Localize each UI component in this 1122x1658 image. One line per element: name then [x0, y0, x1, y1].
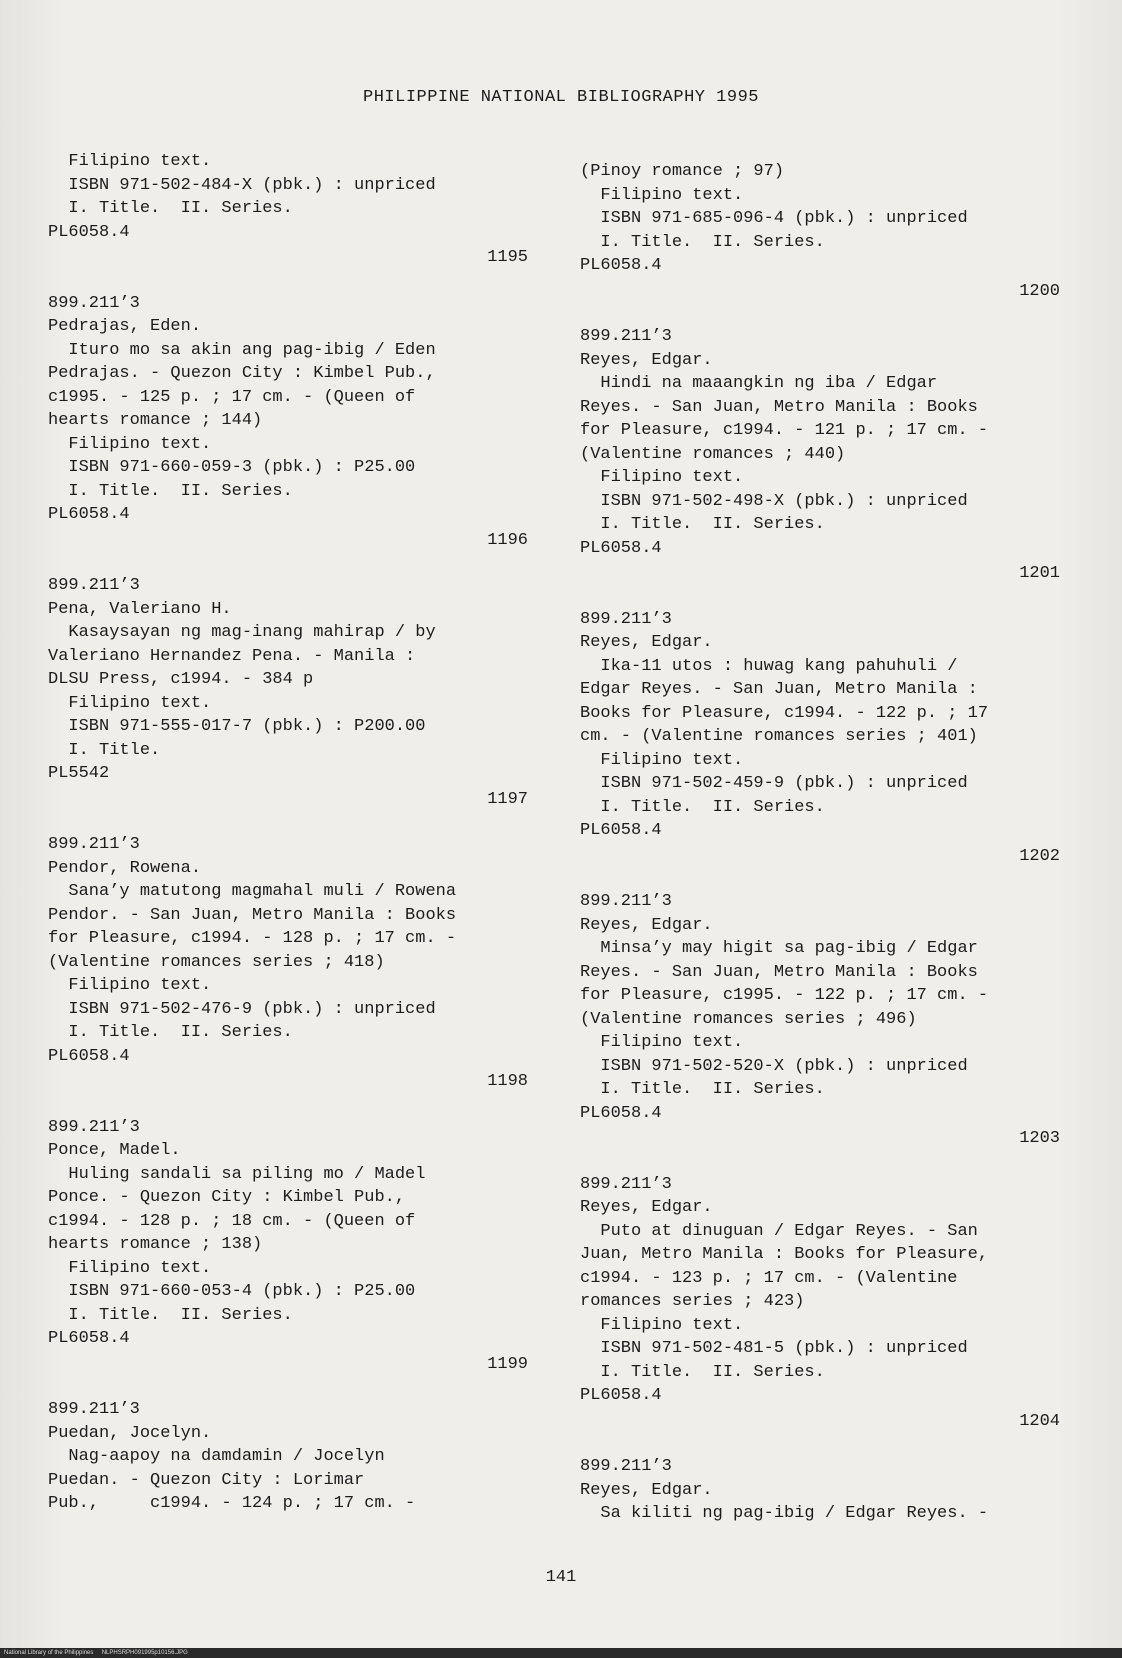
entry-number: 1197 [487, 789, 528, 809]
entry-line: Ponce, Madel. [48, 1141, 181, 1160]
bibliographic-entry [48, 150, 528, 292]
entry-line: hearts romance ; 144) [48, 411, 263, 430]
entry-line: c1995. - 125 p. ; 17 cm. - (Queen of [48, 387, 416, 407]
bibliographic-entry [580, 325, 1060, 608]
bibliographic-entry [580, 608, 1060, 891]
entry-line: ISBN 971-685-096-4 (pbk.) : unpriced [580, 209, 968, 228]
entry-line: Filipino text. [48, 152, 212, 171]
entry-line: I. Title. II. Series. [580, 1080, 825, 1099]
entry-line: DLSU Press, c1994. - 384 p [48, 670, 314, 689]
entry-line: Edgar Reyes. - San Juan, Metro Manila : [580, 680, 978, 699]
entry-line: 899.211’3 [580, 892, 672, 911]
bibliographic-entry [48, 833, 528, 1116]
entry-line: hearts romance ; 138) [48, 1235, 263, 1254]
running-head: PHILIPPINE NATIONAL BIBLIOGRAPHY 1995 [363, 88, 759, 107]
entry-line: Filipino text. [48, 1258, 212, 1278]
entry-gap [48, 552, 528, 574]
entry-line: PL6058.4 [580, 1386, 662, 1405]
entry-line: Pedrajas. - Quezon City : Kimbel Pub., [48, 364, 436, 383]
entry-gap [580, 586, 1060, 608]
entry-line: (Valentine romances series ; 496) [580, 1009, 917, 1029]
entry-line: Books for Pleasure, c1994. - 122 p. ; 17 [580, 703, 989, 723]
entry-number: 1196 [487, 530, 528, 550]
entry-line: (Valentine romances series ; 418) [48, 952, 385, 972]
page-number: 141 [545, 1568, 577, 1587]
entry-gap [48, 1094, 528, 1116]
entry-line: PL6058.4 [48, 505, 130, 524]
entry-line: Puto at dinuguan / Edgar Reyes. - San [580, 1221, 978, 1241]
entry-number: 1201 [1019, 564, 1060, 583]
entry-line: PL6058.4 [580, 1103, 662, 1123]
entry-line: PL6058.4 [580, 256, 662, 275]
bibliographic-entry [580, 890, 1060, 1173]
scan-footer: National Library of the Philippines NLPHSRPH091995p10156.JPG [0, 1648, 1122, 1658]
right-column [580, 160, 1060, 1526]
left-column [48, 150, 528, 1516]
entry-number: 1199 [487, 1354, 528, 1374]
entry-line: for Pleasure, c1995. - 122 p. ; 17 cm. - [580, 986, 989, 1005]
entry-line: Puedan, Jocelyn. [48, 1423, 212, 1443]
entry-line: Filipino text. [580, 1033, 744, 1052]
entry-line: for Pleasure, c1994. - 121 p. ; 17 cm. - [580, 421, 989, 440]
entry-line: Minsa’y may higit sa pag-ibig / Edgar [580, 939, 978, 958]
entry-line: Huling sandali sa piling mo / Madel [48, 1164, 426, 1184]
entry-line: I. Title. II. Series. [48, 481, 293, 501]
entry-line: I. Title. II. Series. [580, 515, 825, 534]
entry-line: Reyes. - San Juan, Metro Manila : Books [580, 962, 978, 982]
bibliographic-entry [48, 574, 528, 833]
entry-line: (Valentine romances ; 440) [580, 444, 846, 464]
entry-number: 1204 [1019, 1411, 1060, 1431]
entry-line: ISBN 971-502-476-9 (pbk.) : unpriced [48, 999, 436, 1019]
entry-line: (Pinoy romance ; 97) [580, 162, 785, 181]
entry-line: PL6058.4 [580, 538, 662, 558]
entry-gap [48, 811, 528, 833]
entry-line: Filipino text. [48, 976, 212, 995]
entry-gap [580, 868, 1060, 890]
entry-line: Reyes, Edgar. [580, 915, 713, 935]
entry-line: Ika-11 utos : huwag kang pahuhuli / [580, 656, 958, 676]
entry-line: Nag-aapoy na damdamin / Jocelyn [48, 1447, 385, 1466]
entry-line: ISBN 971-502-484-X (pbk.) : unpriced [48, 175, 436, 195]
entry-line: ISBN 971-502-459-9 (pbk.) : unpriced [580, 774, 968, 793]
entry-line: PL6058.4 [48, 1329, 130, 1348]
entry-line: Filipino text. [580, 185, 744, 205]
entry-line: Kasaysayan ng mag-inang mahirap / by [48, 623, 436, 642]
entry-line: Pedrajas, Eden. [48, 317, 202, 336]
entry-line: I. Title. II. Series. [580, 797, 825, 817]
entry-line: for Pleasure, c1994. - 128 p. ; 17 cm. - [48, 929, 457, 948]
entry-line: I. Title. II. Series. [580, 232, 825, 252]
entry-gap [48, 1376, 528, 1398]
entry-line: ISBN 971-660-053-4 (pbk.) : P25.00 [48, 1282, 416, 1301]
entry-line: ISBN 971-502-498-X (pbk.) : unpriced [580, 491, 968, 511]
entry-gap [580, 1151, 1060, 1173]
entry-line: Reyes. - San Juan, Metro Manila : Books [580, 397, 978, 417]
entry-gap [580, 1433, 1060, 1455]
entry-line: 899.211’3 [48, 1117, 140, 1137]
entry-line: Filipino text. [48, 693, 212, 713]
entry-line: Filipino text. [580, 468, 744, 487]
entry-line: ISBN 971-502-520-X (pbk.) : unpriced [580, 1056, 968, 1076]
entry-line: Pena, Valeriano H. [48, 599, 232, 619]
entry-line: PL6058.4 [48, 222, 130, 242]
entry-line: 899.211’3 [580, 1457, 672, 1476]
entry-line: Reyes, Edgar. [580, 350, 713, 370]
entry-line: I. Title. II. Series. [580, 1362, 825, 1382]
entry-gap [580, 303, 1060, 325]
bibliographic-entry [48, 1116, 528, 1399]
entry-line: ISBN 971-502-481-5 (pbk.) : unpriced [580, 1339, 968, 1358]
entry-line: Sana’y matutong magmahal muli / Rowena [48, 882, 457, 901]
entry-line: Reyes, Edgar. [580, 633, 713, 652]
entry-line: I. Title. II. Series. [48, 1023, 293, 1042]
entry-line: Reyes, Edgar. [580, 1198, 713, 1217]
entry-line: 899.211’3 [580, 327, 672, 346]
entry-line: 899.211’3 [48, 576, 140, 595]
bibliographic-entry [48, 1398, 528, 1516]
entry-line: 899.211’3 [48, 835, 140, 854]
entry-line: cm. - (Valentine romances series ; 401) [580, 727, 978, 746]
entry-gap [48, 270, 528, 292]
bibliographic-entry [48, 292, 528, 575]
entry-line: Puedan. - Quezon City : Lorimar [48, 1470, 365, 1490]
entry-line: 899.211’3 [580, 609, 672, 629]
entry-line: Pendor. - San Juan, Metro Manila : Books [48, 905, 457, 925]
entry-line: PL6058.4 [580, 821, 662, 840]
entry-line: I. Title. [48, 740, 161, 760]
entry-line: Pendor, Rowena. [48, 858, 202, 878]
entry-line: Filipino text. [580, 750, 744, 770]
entry-line: romances series ; 423) [580, 1292, 805, 1311]
entry-line: c1994. - 123 p. ; 17 cm. - (Valentine [580, 1268, 958, 1288]
entry-line: ISBN 971-555-017-7 (pbk.) : P200.00 [48, 717, 426, 736]
entry-line: Filipino text. [48, 434, 212, 454]
bibliographic-entry [580, 1455, 1060, 1526]
bibliographic-entry [580, 160, 1060, 325]
entry-line: Sa kiliti ng pag-ibig / Edgar Reyes. - [580, 1504, 989, 1523]
entry-line: Valeriano Hernandez Pena. - Manila : [48, 646, 416, 666]
entry-line: 899.211’3 [48, 1400, 140, 1419]
entry-line: Juan, Metro Manila : Books for Pleasure, [580, 1245, 989, 1264]
entry-number: 1195 [487, 248, 528, 267]
entry-line: PL5542 [48, 764, 110, 783]
entry-line: Hindi na maaangkin ng iba / Edgar [580, 374, 938, 393]
entry-line: c1994. - 128 p. ; 18 cm. - (Queen of [48, 1211, 416, 1231]
entry-number: 1198 [487, 1072, 528, 1091]
entry-line: Filipino text. [580, 1315, 744, 1335]
entry-number: 1200 [1019, 281, 1060, 301]
entry-line: I. Title. II. Series. [48, 1305, 293, 1325]
entry-line: PL6058.4 [48, 1046, 130, 1066]
entry-line: Pub., c1994. - 124 p. ; 17 cm. - [48, 1494, 416, 1513]
entry-line: 899.211’3 [580, 1174, 672, 1194]
entry-line: Reyes, Edgar. [580, 1480, 713, 1500]
entry-line: 899.211’3 [48, 293, 140, 313]
entry-line: Ponce. - Quezon City : Kimbel Pub., [48, 1188, 406, 1207]
bibliographic-entry [580, 1173, 1060, 1456]
entry-line: ISBN 971-660-059-3 (pbk.) : P25.00 [48, 458, 416, 477]
entry-line: Ituro mo sa akin ang pag-ibig / Eden [48, 340, 436, 360]
entry-number: 1202 [1019, 846, 1060, 866]
entry-number: 1203 [1019, 1129, 1060, 1148]
entry-line: I. Title. II. Series. [48, 199, 293, 218]
